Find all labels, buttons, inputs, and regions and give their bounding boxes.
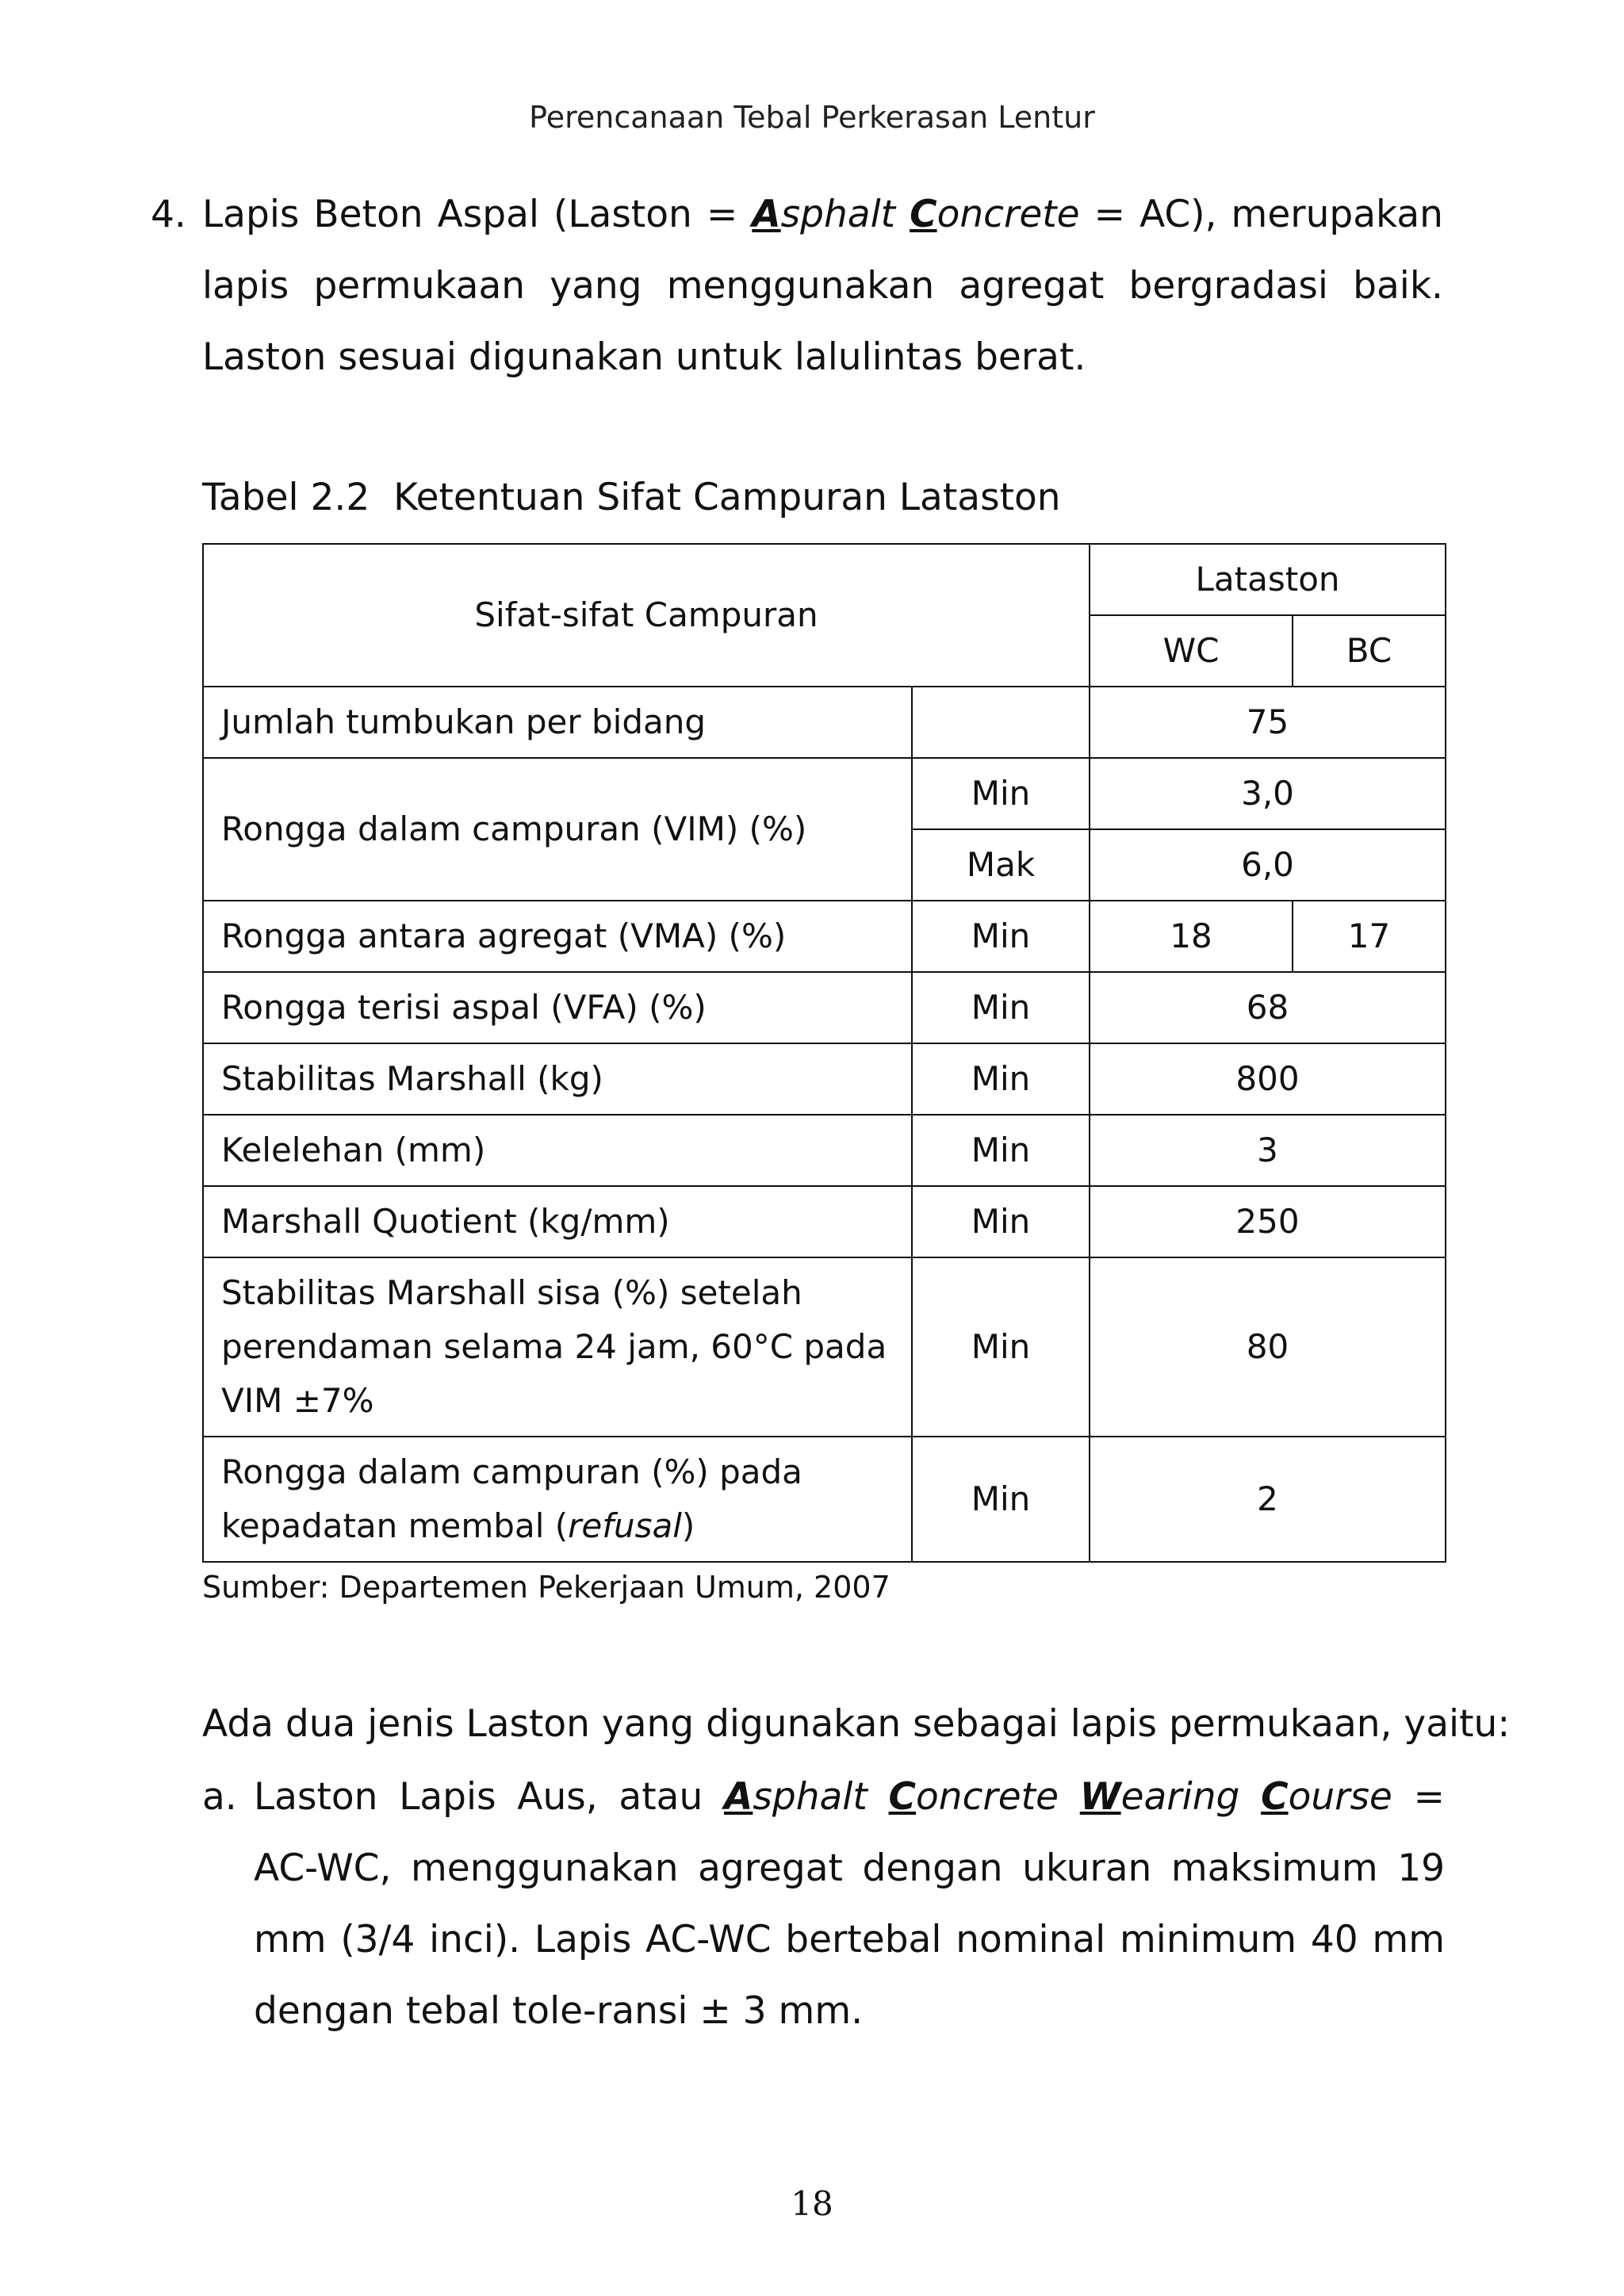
limit-cell: Min [912,1186,1090,1257]
table-caption: Tabel 2.2 Ketentuan Sifat Campuran Lataston [202,476,1061,519]
value-cell: 80 [1090,1257,1446,1437]
value-cell: 75 [1090,687,1446,758]
value-cell: 250 [1090,1186,1446,1257]
spec-table [202,543,1446,1563]
list-item-a [202,1762,1445,2047]
property-cell: Rongga dalam campuran (VIM) (%) [203,758,912,901]
value-cell-bc: 17 [1293,901,1446,972]
limit-cell: Min [912,1437,1090,1562]
limit-cell: Mak [912,829,1090,901]
limit-cell: Min [912,901,1090,972]
value-cell: 3,0 [1090,758,1446,829]
term-concrete: Concrete [888,1775,1080,1819]
table-row [203,1115,1446,1186]
term-asphalt: Asphalt [724,1775,889,1819]
running-header: Perencanaan Tebal Perkerasan Lentur [529,100,1095,135]
value-cell: 6,0 [1090,829,1446,901]
table-row [203,972,1446,1043]
property-cell: Kelelehan (mm) [203,1115,912,1186]
limit-cell: Min [912,758,1090,829]
list-item-text: Laston Lapis Aus, atau Asphalt Concrete Wearing Course = AC-WC, menggunakan agregat dengan ukuran maksimum 19 mm (3/4 inci). Lapis AC-WC bertebal nominal minimum 40 mm dengan tebal tole-ransi ± 3 mm. [254,1775,1445,2033]
header-lataston: Lataston [1090,544,1446,615]
limit-cell: Min [912,1257,1090,1437]
page-number: 18 [791,2184,833,2223]
limit-cell: Min [912,1043,1090,1115]
limit-cell: Min [912,972,1090,1043]
value-cell: 3 [1090,1115,1446,1186]
property-cell: Marshall Quotient (kg/mm) [203,1186,912,1257]
list-letter: a. [202,1775,237,1819]
list-item-4 [151,179,1443,393]
property-cell: Rongga terisi aspal (VFA) (%) [203,972,912,1043]
limit-cell: Min [912,1115,1090,1186]
list-number: 4. [151,193,186,236]
table-row [203,1437,1446,1562]
term-wearing: Wearing [1079,1775,1262,1819]
value-cell: 2 [1090,1437,1446,1562]
term-course: Course [1261,1775,1392,1819]
table-row [203,1257,1446,1437]
property-cell: Rongga antara agregat (VMA) (%) [203,901,912,972]
table-row [203,1043,1446,1115]
property-cell: Stabilitas Marshall (kg) [203,1043,912,1115]
property-cell: Rongga dalam campuran (%) pada kepadatan membal (refusal) [203,1437,912,1562]
header-bc: BC [1293,615,1446,687]
header-property: Sifat-sifat Campuran [203,544,1090,687]
term-asphalt: Asphalt [752,193,910,236]
table-header-row [203,544,1446,615]
table-row [203,1186,1446,1257]
property-cell: Stabilitas Marshall sisa (%) setelah perendaman selama 24 jam, 60°C pada VIM ±7% [203,1257,912,1437]
property-cell: Jumlah tumbukan per bidang [203,687,912,758]
table-row [203,901,1446,972]
table-row [203,687,1446,758]
table-row [203,758,1446,829]
value-cell: 800 [1090,1043,1446,1115]
value-cell: 68 [1090,972,1446,1043]
intro-paragraph: Ada dua jenis Laston yang digunakan sebagai lapis permukaan, yaitu: [202,1702,1511,1746]
limit-cell [912,687,1090,758]
term-concrete: Concrete [910,193,1080,236]
value-cell-wc: 18 [1090,901,1293,972]
table-source: Sumber: Departemen Pekerjaan Umum, 2007 [202,1570,891,1605]
list-item-text: Lapis Beton Aspal (Laston = Asphalt Concrete = AC), merupakan lapis permukaan yang menggunakan agregat bergradasi baik. Laston sesuai digunakan untuk lalulintas berat. [202,193,1443,379]
header-wc: WC [1090,615,1293,687]
